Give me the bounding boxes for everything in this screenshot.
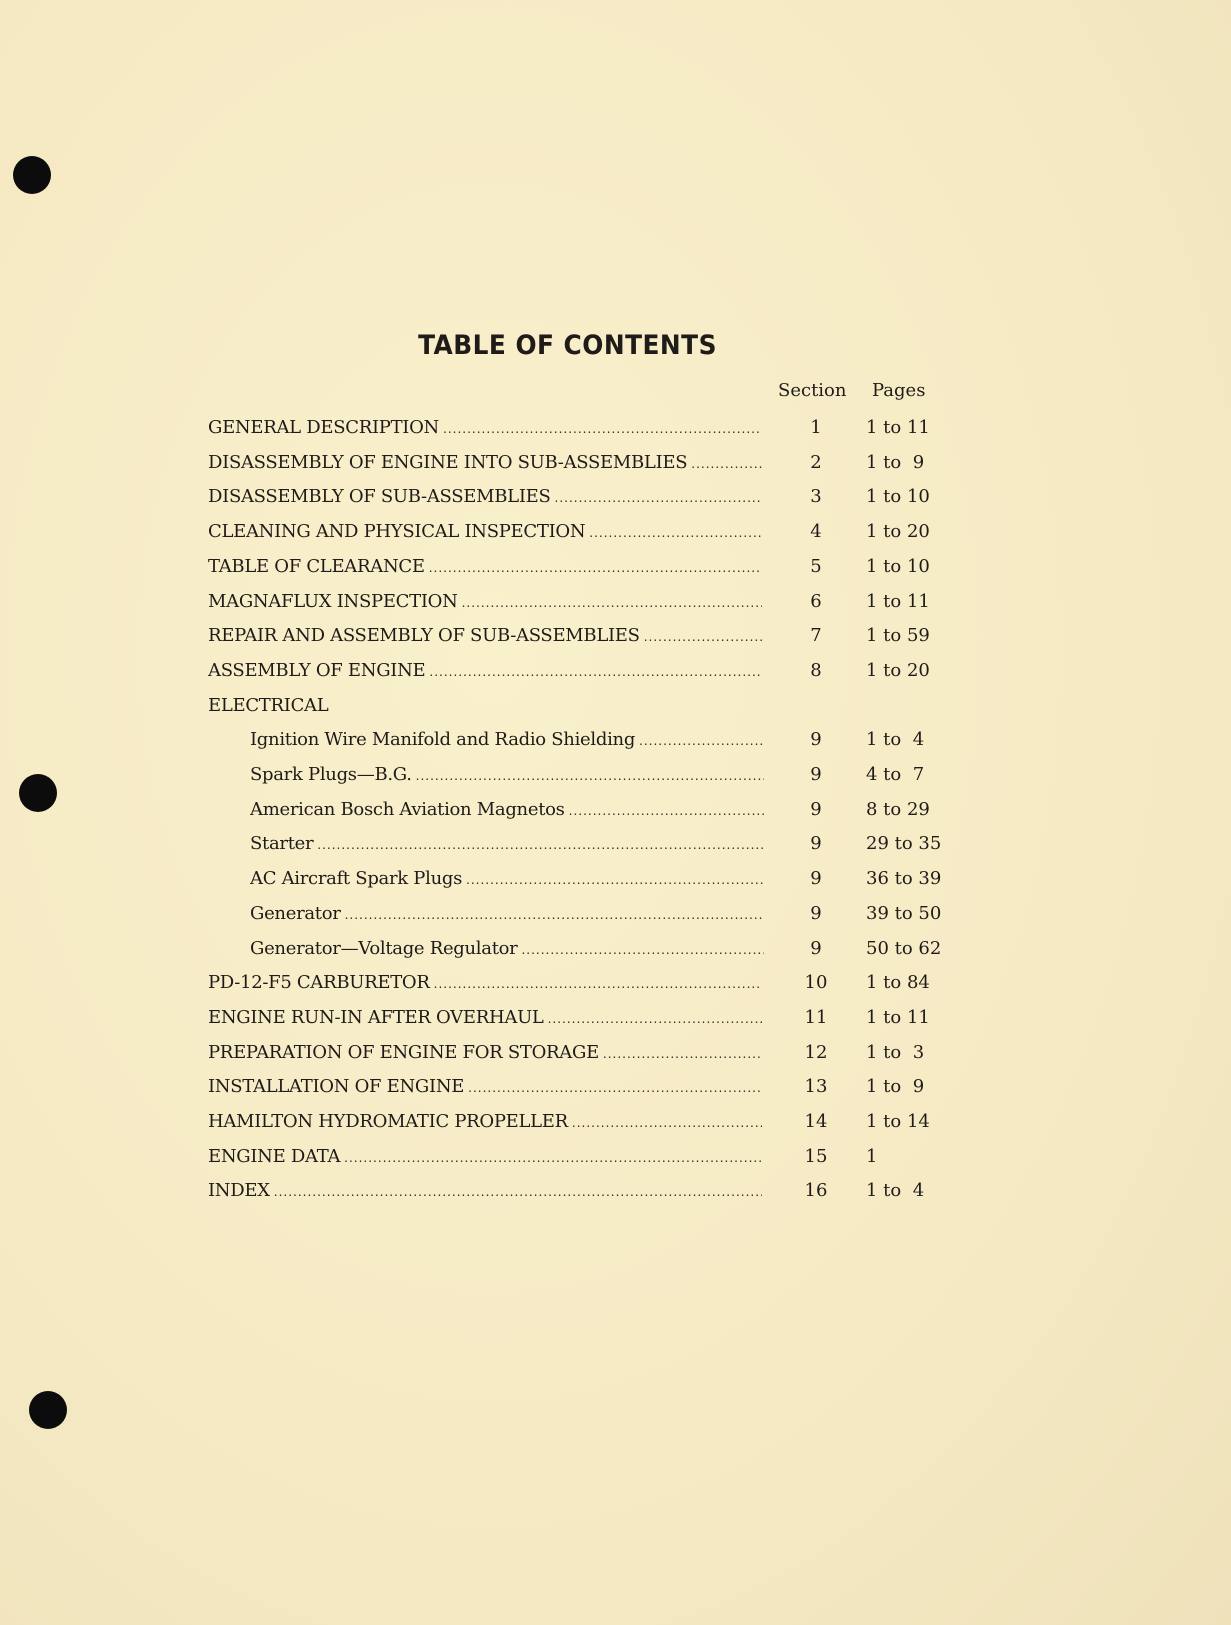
toc-entry-section: 14	[804, 1111, 828, 1132]
toc-entry-label: PD-12-F5 CARBURETOR	[208, 972, 430, 994]
toc-entry-section: 1	[810, 417, 822, 438]
toc-entry-section: 12	[804, 1041, 828, 1063]
dot-leader	[569, 797, 764, 824]
dot-leader	[345, 901, 764, 928]
toc-entry-pages: 1 to 14	[866, 1111, 930, 1132]
toc-entry-pages: 36 to 39	[866, 868, 942, 890]
toc-row	[0, 866, 1231, 892]
toc-entry-label: DISASSEMBLY OF SUB-ASSEMBLIES	[208, 486, 551, 508]
toc-row	[0, 519, 1231, 545]
toc-entry-pages: 39 to 50	[866, 902, 942, 924]
toc-row	[0, 1178, 1231, 1204]
toc-row	[0, 831, 1231, 857]
toc-entry-pages: 1 to 11	[866, 417, 930, 438]
toc-entry-label: DISASSEMBLY OF ENGINE INTO SUB-ASSEMBLIES	[208, 451, 688, 473]
toc-entry-section: 9	[810, 729, 822, 751]
toc-entry-pages: 1 to 11	[866, 1006, 930, 1028]
toc-row	[0, 554, 1231, 580]
toc-entry-pages: 8 to 29	[866, 798, 930, 820]
toc-entry-section: 2	[810, 451, 822, 473]
toc-entry-label: GENERAL DESCRIPTION	[208, 417, 440, 438]
toc-entry-section: 4	[810, 521, 822, 543]
toc-entry-pages: 1 to 20	[866, 659, 930, 681]
toc-row	[0, 727, 1231, 753]
toc-row	[0, 693, 1231, 719]
toc-row	[0, 658, 1231, 684]
toc-row	[0, 1005, 1231, 1031]
dot-leader	[443, 415, 762, 442]
toc-entry	[250, 762, 764, 789]
toc-entry-section: 16	[804, 1180, 828, 1202]
toc-row	[0, 589, 1231, 615]
toc-entry	[208, 1040, 762, 1067]
toc-entry	[250, 936, 764, 963]
toc-row	[0, 762, 1231, 788]
toc-entry-label: INSTALLATION OF ENGINE	[208, 1076, 465, 1098]
toc-entry-section: 7	[810, 625, 822, 647]
toc-entry-section: 9	[810, 798, 822, 820]
toc-entry-label: REPAIR AND ASSEMBLY OF SUB-ASSEMBLIES	[208, 625, 640, 647]
toc-entry	[208, 450, 762, 477]
toc-entry-pages: 29 to 35	[866, 833, 942, 855]
toc-row	[0, 450, 1231, 476]
toc-entry	[208, 415, 762, 442]
toc-row	[0, 1109, 1231, 1135]
toc-entry-section: 15	[804, 1145, 828, 1167]
toc-entry-label: AC Aircraft Spark Plugs	[250, 868, 463, 890]
toc-entry-section: 10	[804, 972, 828, 994]
toc-row	[0, 936, 1231, 962]
toc-entry-pages: 1 to 3	[866, 1041, 925, 1063]
dot-leader	[691, 450, 762, 477]
toc-entry-pages: 1 to 59	[866, 625, 930, 647]
dot-leader	[572, 1109, 762, 1136]
toc-entry-label: ENGINE DATA	[208, 1145, 341, 1167]
toc-entry	[208, 554, 762, 581]
toc-entry-pages: 50 to 62	[866, 937, 942, 959]
dot-leader	[548, 1005, 762, 1032]
toc-entry	[208, 658, 762, 685]
toc-entry-section: 13	[804, 1076, 828, 1098]
dot-leader	[317, 831, 764, 858]
toc-entry	[250, 831, 764, 858]
toc-entry	[208, 484, 762, 511]
toc-entry	[208, 1005, 762, 1032]
toc-entry-label: HAMILTON HYDROMATIC PROPELLER	[208, 1111, 568, 1132]
toc-entry-label: Starter	[250, 833, 314, 855]
toc-entry-pages: 1 to 4	[866, 729, 925, 751]
toc-entry-section: 6	[810, 590, 822, 612]
toc-row	[0, 1144, 1231, 1170]
toc-entry-pages: 4 to 7	[866, 764, 925, 785]
section-column-header: Section	[778, 380, 847, 401]
toc-entry-label: ENGINE RUN-IN AFTER OVERHAUL	[208, 1006, 544, 1028]
toc-entry	[250, 797, 764, 824]
toc-entry-pages: 1	[866, 1145, 878, 1167]
toc-entry-label: INDEX	[208, 1180, 270, 1202]
toc-entry-label: ELECTRICAL	[208, 694, 329, 716]
toc-entry	[208, 1074, 762, 1101]
dot-leader	[589, 519, 762, 546]
toc-entry-label: Ignition Wire Manifold and Radio Shielding	[250, 729, 636, 751]
toc-entry-label: American Bosch Aviation Magnetos	[250, 798, 565, 820]
toc-row	[0, 970, 1231, 996]
toc-entry-label: CLEANING AND PHYSICAL INSPECTION	[208, 521, 586, 543]
dot-leader	[639, 727, 764, 754]
toc-entry	[250, 727, 764, 754]
toc-entry-section: 9	[810, 902, 822, 924]
toc-entry-section: 9	[810, 868, 822, 890]
dot-leader	[429, 554, 762, 581]
toc-entry-label: ASSEMBLY OF ENGINE	[208, 659, 426, 681]
toc-entry	[208, 623, 762, 650]
dot-leader	[274, 1178, 762, 1205]
dot-leader	[416, 762, 764, 789]
dot-leader	[603, 1040, 762, 1067]
toc-entry-pages: 1 to 4	[866, 1180, 925, 1202]
toc-entry-pages: 1 to 84	[866, 972, 930, 994]
toc-entry-section: 3	[810, 486, 822, 508]
toc-entry	[208, 519, 762, 546]
toc-row	[0, 901, 1231, 927]
toc-entry-pages: 1 to 10	[866, 555, 930, 577]
dot-leader	[462, 589, 762, 616]
toc-entry	[208, 970, 762, 997]
dot-leader	[344, 1144, 762, 1171]
dot-leader	[468, 1074, 762, 1101]
toc-row	[0, 623, 1231, 649]
toc-entry-label: TABLE OF CLEARANCE	[208, 555, 425, 577]
toc-entry-label: Spark Plugs—B.G.	[250, 764, 412, 785]
toc-entry-label: MAGNAFLUX INSPECTION	[208, 590, 458, 612]
toc-entry-section: 8	[810, 659, 822, 681]
toc-row	[0, 797, 1231, 823]
page-title: TABLE OF CONTENTS	[418, 330, 717, 361]
toc-entry	[208, 1178, 762, 1205]
toc-entry-pages: 1 to 9	[866, 1076, 925, 1098]
toc-entry	[208, 1144, 762, 1171]
toc-entry	[208, 589, 762, 616]
dot-leader	[644, 623, 762, 650]
binder-hole-bottom	[29, 1391, 67, 1429]
toc-entry-pages: 1 to 20	[866, 521, 930, 543]
toc-entry-section: 11	[804, 1006, 828, 1028]
toc-entry-section: 9	[810, 833, 822, 855]
toc-row	[0, 1074, 1231, 1100]
toc-entry	[250, 901, 764, 928]
toc-entry-label: Generator—Voltage Regulator	[250, 937, 518, 959]
toc-entry	[208, 693, 762, 719]
binder-hole-top	[13, 156, 51, 194]
dot-leader	[434, 970, 762, 997]
toc-entry-pages: 1 to 11	[866, 590, 930, 612]
toc-row	[0, 1040, 1231, 1066]
toc-row	[0, 415, 1231, 441]
toc-entry-section: 9	[810, 764, 822, 785]
toc-entry-section: 9	[810, 937, 822, 959]
toc-entry-label: Generator	[250, 902, 341, 924]
toc-entry	[250, 866, 764, 893]
pages-column-header: Pages	[872, 380, 926, 401]
dot-leader	[466, 866, 764, 893]
toc-entry-pages: 1 to 9	[866, 451, 925, 473]
toc-entry	[208, 1109, 762, 1136]
toc-entry-label: PREPARATION OF ENGINE FOR STORAGE	[208, 1041, 599, 1063]
toc-entry-pages: 1 to 10	[866, 486, 930, 508]
toc-entry-section: 5	[810, 555, 822, 577]
dot-leader	[555, 484, 762, 511]
toc-row	[0, 484, 1231, 510]
dot-leader	[429, 658, 762, 685]
dot-leader	[521, 936, 764, 963]
